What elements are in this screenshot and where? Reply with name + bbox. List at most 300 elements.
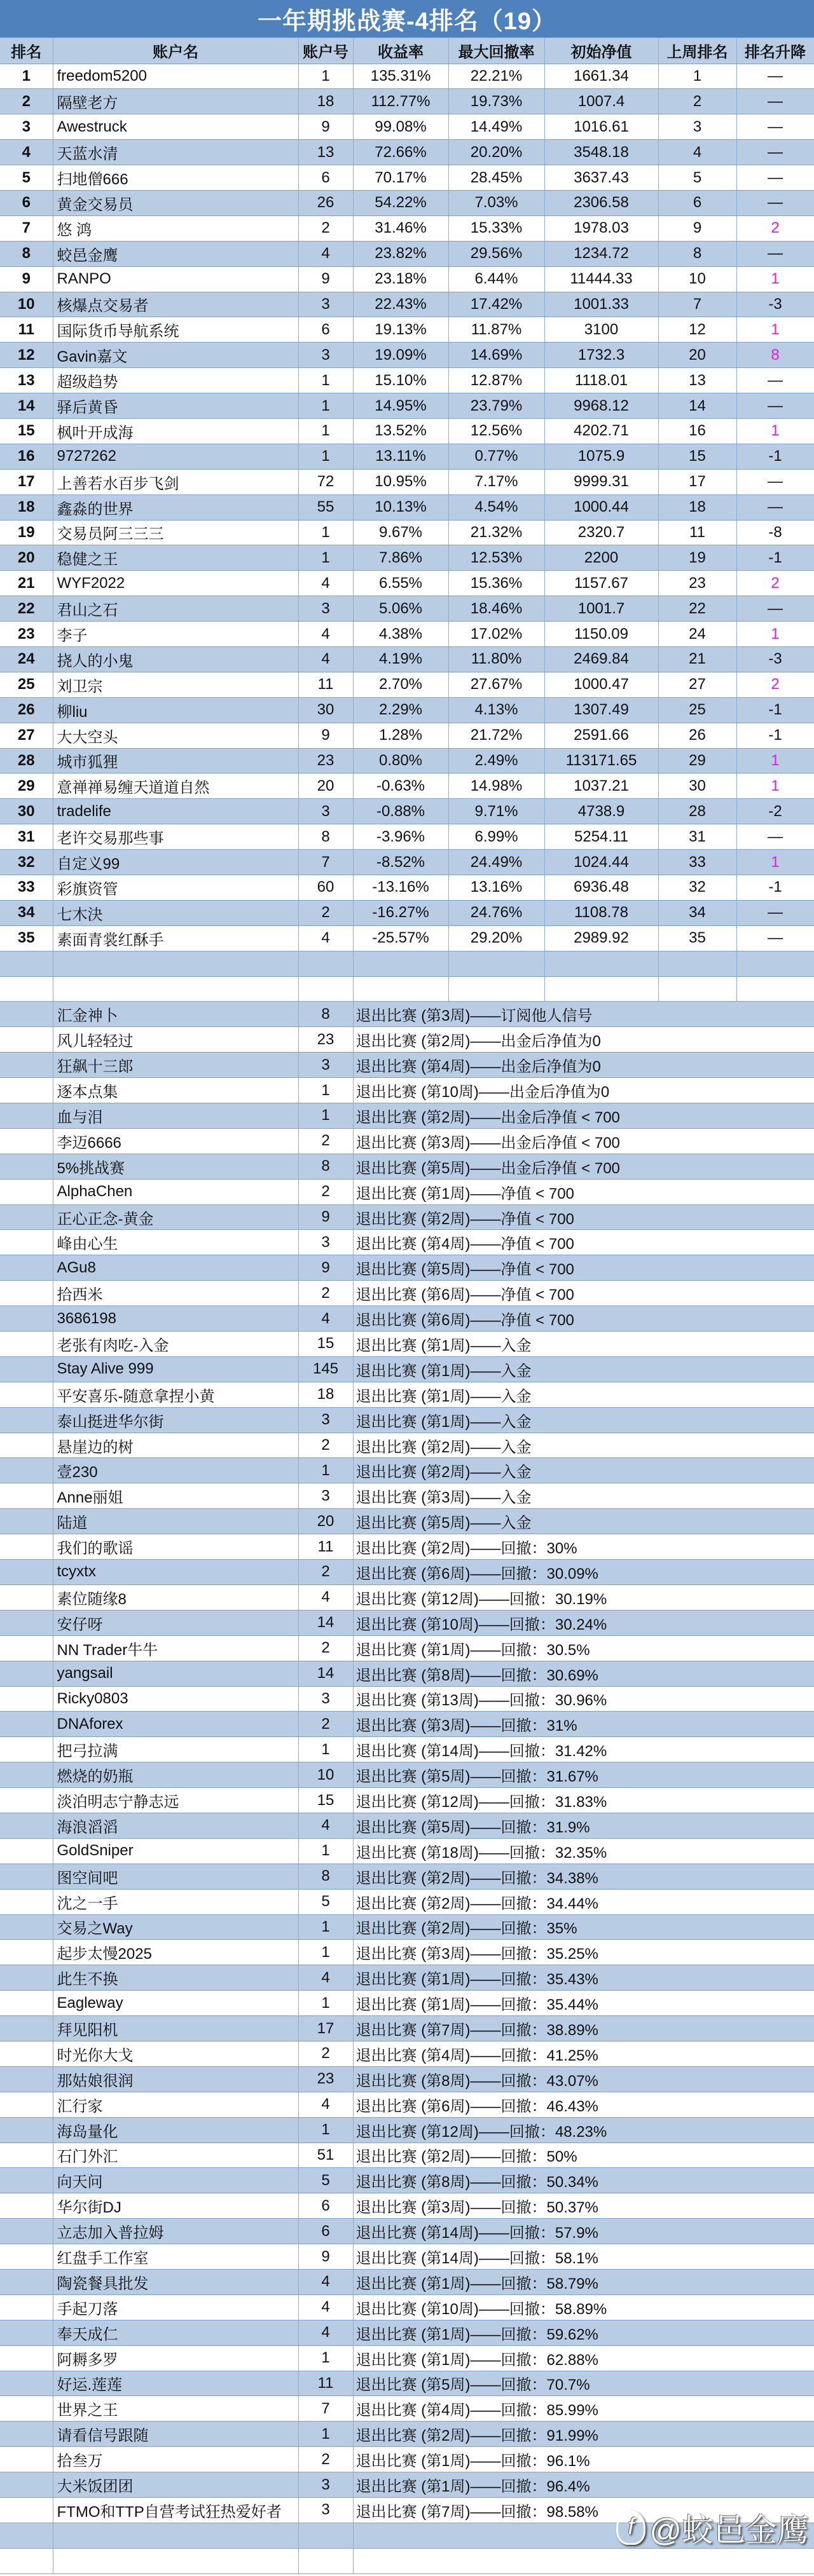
account-name-cell: 拾西米 <box>53 1281 298 1306</box>
return-rate-cell: -3.96% <box>353 824 448 850</box>
max-drawdown-cell: 18.46% <box>448 596 544 622</box>
account-name-cell: 李子 <box>53 622 298 647</box>
exit-reason-cell: 退出比赛 (第1周)——回撤：35.44% <box>353 1991 814 2016</box>
exit-reason-cell: 退出比赛 (第6周)——净值 < 700 <box>353 1281 814 1306</box>
exited-row <box>0 1534 814 1560</box>
account-name-cell: NN Trader牛牛 <box>53 1635 298 1661</box>
account-number-cell: 15 <box>298 1332 353 1357</box>
max-drawdown-cell: 24.49% <box>448 850 544 875</box>
account-name-cell: DNAforex <box>53 1712 298 1737</box>
rank-change-cell: 1 <box>736 773 814 799</box>
exited-row <box>0 1965 814 1991</box>
account-name-cell: 此生不换 <box>53 1965 298 1991</box>
exit-reason-cell: 退出比赛 (第2周)——入金 <box>353 1458 814 1483</box>
exit-reason-cell: 退出比赛 (第1周)——入金 <box>353 1407 814 1433</box>
account-number-cell: 26 <box>298 190 353 215</box>
rank-cell: 15 <box>0 418 53 444</box>
rank-change-cell: 1 <box>736 266 814 292</box>
max-drawdown-cell: 24.76% <box>448 900 544 925</box>
account-number-cell: 2 <box>298 215 353 241</box>
rank-cell <box>0 1991 53 2016</box>
exited-row <box>0 1889 814 1914</box>
rank-cell <box>0 1610 53 1635</box>
initial-equity-cell: 1978.03 <box>544 215 658 241</box>
return-rate-cell: 10.95% <box>353 469 448 494</box>
account-number-cell: 30 <box>298 697 353 723</box>
rank-change-cell: 1 <box>736 418 814 444</box>
header-initial-equity: 初始净值 <box>544 38 658 64</box>
account-number-cell: 1 <box>298 1737 353 1762</box>
rank-cell <box>0 1838 53 1864</box>
rank-cell <box>0 1914 53 1940</box>
account-number-cell: 1 <box>298 444 353 469</box>
account-number-cell: 6 <box>298 2193 353 2219</box>
exit-reason-cell: 退出比赛 (第3周)——入金 <box>353 1483 814 1509</box>
max-drawdown-cell: 14.69% <box>448 343 544 368</box>
account-name-cell: 刘卫宗 <box>53 672 298 697</box>
account-number-cell: 3 <box>298 2498 353 2523</box>
account-number-cell: 1 <box>298 1458 353 1483</box>
account-number-cell: 18 <box>298 1382 353 1407</box>
rank-change-cell: 2 <box>736 571 814 596</box>
exited-row <box>0 1864 814 1889</box>
rank-cell <box>0 1433 53 1458</box>
exited-row <box>0 1509 814 1534</box>
account-name-cell: 素面青裳红酥手 <box>53 925 298 951</box>
last-week-rank-cell: 10 <box>658 266 736 292</box>
rank-change-cell: -3 <box>736 646 814 672</box>
return-rate-cell: 19.13% <box>353 317 448 343</box>
exit-reason-cell: 退出比赛 (第5周)——回撤：70.7% <box>353 2371 814 2396</box>
rank-cell <box>0 1686 53 1712</box>
rank-cell <box>0 1635 53 1661</box>
last-week-rank-cell: 3 <box>658 114 736 140</box>
rank-change-cell: — <box>736 469 814 494</box>
exited-row <box>0 1991 814 2016</box>
table-row <box>0 622 814 647</box>
rank-cell: 6 <box>0 190 53 215</box>
exited-row <box>0 2016 814 2041</box>
exit-reason-cell: 退出比赛 (第2周)——回撤：50% <box>353 2143 814 2168</box>
rank-change-cell: — <box>736 900 814 925</box>
account-number-cell: 2 <box>298 1281 353 1306</box>
empty-cell <box>53 2548 298 2573</box>
exited-row <box>0 1661 814 1686</box>
table-row <box>0 925 814 951</box>
last-week-rank-cell: 29 <box>658 748 736 773</box>
exited-row <box>0 1078 814 1103</box>
initial-equity-cell: 2320.7 <box>544 520 658 545</box>
rank-change-cell: -1 <box>736 723 814 748</box>
account-number-cell: 1 <box>298 1103 353 1129</box>
account-number-cell: 23 <box>298 748 353 773</box>
max-drawdown-cell: 2.49% <box>448 748 544 773</box>
rank-change-cell: — <box>736 824 814 850</box>
account-number-cell: 3 <box>298 1230 353 1255</box>
return-rate-cell: 4.38% <box>353 622 448 647</box>
table-row <box>0 292 814 317</box>
account-number-cell: 1 <box>298 1940 353 1965</box>
exited-row <box>0 1382 814 1407</box>
account-name-cell: 石门外汇 <box>53 2143 298 2168</box>
account-name-cell: 挠人的小鬼 <box>53 646 298 672</box>
table-row <box>0 418 814 444</box>
exited-row <box>0 2447 814 2472</box>
empty-cell <box>298 951 353 976</box>
last-week-rank-cell: 32 <box>658 875 736 901</box>
exited-row <box>0 1230 814 1255</box>
account-number-cell: 4 <box>298 2269 353 2294</box>
account-number-cell: 14 <box>298 1661 353 1686</box>
account-number-cell: 4 <box>298 1306 353 1332</box>
table-row <box>0 215 814 241</box>
table-row <box>0 89 814 114</box>
rank-cell <box>0 1762 53 1788</box>
exited-row <box>0 2168 814 2193</box>
account-name-cell: GoldSniper <box>53 1838 298 1864</box>
exit-reason-cell: 退出比赛 (第2周)——出金后净值为0 <box>353 1027 814 1053</box>
account-name-cell: 鑫淼的世界 <box>53 494 298 520</box>
rank-cell: 23 <box>0 622 53 647</box>
return-rate-cell: 0.80% <box>353 748 448 773</box>
empty-cell <box>353 2548 814 2573</box>
account-name-cell: 图空间吧 <box>53 1864 298 1889</box>
watermark-text: @蛟邑金鹰 <box>649 2512 809 2548</box>
rank-cell <box>0 2269 53 2294</box>
account-number-cell: 5 <box>298 1889 353 1914</box>
account-name-cell: 汇行家 <box>53 2092 298 2117</box>
rank-cell <box>0 2371 53 2396</box>
last-week-rank-cell: 9 <box>658 215 736 241</box>
empty-cell <box>736 976 814 1002</box>
last-week-rank-cell: 5 <box>658 165 736 191</box>
last-week-rank-cell: 25 <box>658 697 736 723</box>
account-name-cell: 稳健之王 <box>53 545 298 571</box>
account-name-cell: 大大空头 <box>53 723 298 748</box>
max-drawdown-cell: 15.33% <box>448 215 544 241</box>
max-drawdown-cell: 7.17% <box>448 469 544 494</box>
exit-reason-cell: 退出比赛 (第3周)——订阅他人信号 <box>353 1002 814 1027</box>
rank-change-cell: 1 <box>736 317 814 343</box>
blank-row <box>0 2548 814 2573</box>
account-number-cell: 6 <box>298 317 353 343</box>
exited-row <box>0 1813 814 1838</box>
account-name-cell: 上善若水百步飞剑 <box>53 469 298 494</box>
account-number-cell: 1 <box>298 2422 353 2447</box>
rank-change-cell: — <box>736 165 814 191</box>
exit-reason-cell: 退出比赛 (第4周)——回撤：85.99% <box>353 2396 814 2422</box>
account-number-cell: 1 <box>298 1078 353 1103</box>
exited-row <box>0 2117 814 2143</box>
return-rate-cell: 23.82% <box>353 241 448 266</box>
account-number-cell: 2 <box>298 1560 353 1585</box>
account-number-cell: 4 <box>298 2092 353 2117</box>
max-drawdown-cell: 12.53% <box>448 545 544 571</box>
empty-cell <box>298 2523 353 2548</box>
table-row <box>0 393 814 419</box>
account-number-cell: 4 <box>298 2320 353 2345</box>
account-name-cell: 悠 鸿 <box>53 215 298 241</box>
exited-row <box>0 1306 814 1332</box>
initial-equity-cell: 1001.33 <box>544 292 658 317</box>
exit-reason-cell: 退出比赛 (第4周)——出金后净值为0 <box>353 1053 814 1078</box>
rank-cell: 34 <box>0 900 53 925</box>
last-week-rank-cell: 30 <box>658 773 736 799</box>
account-name-cell: 自定义99 <box>53 850 298 875</box>
return-rate-cell: 13.52% <box>353 418 448 444</box>
rank-change-cell: — <box>736 925 814 951</box>
account-name-cell: AGu8 <box>53 1255 298 1281</box>
table-row <box>0 850 814 875</box>
exit-reason-cell: 退出比赛 (第6周)——回撤：46.43% <box>353 2092 814 2117</box>
rank-cell: 26 <box>0 697 53 723</box>
empty-cell <box>736 951 814 976</box>
account-name-cell: 悬崖边的树 <box>53 1433 298 1458</box>
table-row <box>0 875 814 901</box>
rank-cell: 27 <box>0 723 53 748</box>
exited-row <box>0 1002 814 1027</box>
account-number-cell: 4 <box>298 571 353 596</box>
initial-equity-cell: 1732.3 <box>544 343 658 368</box>
account-name-cell: 世界之王 <box>53 2396 298 2422</box>
last-week-rank-cell: 31 <box>658 824 736 850</box>
exited-row <box>0 2244 814 2270</box>
account-number-cell: 23 <box>298 2066 353 2092</box>
account-name-cell: freedom5200 <box>53 64 298 89</box>
account-name-cell: 向天问 <box>53 2168 298 2193</box>
max-drawdown-cell: 12.87% <box>448 368 544 393</box>
last-week-rank-cell: 34 <box>658 900 736 925</box>
last-week-rank-cell: 27 <box>658 672 736 697</box>
account-name-cell: WYF2022 <box>53 571 298 596</box>
rank-cell <box>0 2193 53 2219</box>
account-number-cell: 1 <box>298 1914 353 1940</box>
account-number-cell: 2 <box>298 2041 353 2066</box>
initial-equity-cell: 4738.9 <box>544 799 658 824</box>
return-rate-cell: 112.77% <box>353 89 448 114</box>
exited-row <box>0 1053 814 1078</box>
rank-cell <box>0 1179 53 1204</box>
max-drawdown-cell: 27.67% <box>448 672 544 697</box>
account-name-cell: 交易员阿三三三 <box>53 520 298 545</box>
account-name-cell: 老许交易那些事 <box>53 824 298 850</box>
exit-reason-cell: 退出比赛 (第5周)——出金后净值 < 700 <box>353 1154 814 1179</box>
rank-cell <box>0 1128 53 1154</box>
exited-row <box>0 2219 814 2244</box>
account-number-cell: 9 <box>298 1204 353 1230</box>
rank-cell <box>0 2294 53 2320</box>
account-name-cell: 国际货币导航系统 <box>53 317 298 343</box>
return-rate-cell: 22.43% <box>353 292 448 317</box>
rank-cell <box>0 1712 53 1737</box>
return-rate-cell: 9.67% <box>353 520 448 545</box>
account-number-cell: 7 <box>298 2396 353 2422</box>
rank-cell <box>0 2422 53 2447</box>
account-number-cell: 4 <box>298 925 353 951</box>
return-rate-cell: -25.57% <box>353 925 448 951</box>
account-number-cell: 51 <box>298 2143 353 2168</box>
exit-reason-cell: 退出比赛 (第5周)——净值 < 700 <box>353 1255 814 1281</box>
rank-cell <box>0 1332 53 1357</box>
return-rate-cell: -0.63% <box>353 773 448 799</box>
account-number-cell: 8 <box>298 1002 353 1027</box>
initial-equity-cell: 1007.4 <box>544 89 658 114</box>
account-name-cell: 拜见阳机 <box>53 2016 298 2041</box>
last-week-rank-cell: 7 <box>658 292 736 317</box>
account-name-cell: 老张有肉吃-入金 <box>53 1332 298 1357</box>
account-name-cell: 淡泊明志宁静志远 <box>53 1788 298 1813</box>
account-name-cell: RANPO <box>53 266 298 292</box>
exit-reason-cell: 退出比赛 (第5周)——回撤：31.9% <box>353 1813 814 1838</box>
exit-reason-cell: 退出比赛 (第2周)——回撤：30% <box>353 1534 814 1560</box>
rank-cell: 29 <box>0 773 53 799</box>
account-number-cell: 2 <box>298 2447 353 2472</box>
account-number-cell: 18 <box>298 89 353 114</box>
initial-equity-cell: 1001.7 <box>544 596 658 622</box>
exited-row <box>0 1204 814 1230</box>
account-number-cell: 23 <box>298 1027 353 1053</box>
exit-reason-cell: 退出比赛 (第4周)——净值 < 700 <box>353 1230 814 1255</box>
initial-equity-cell: 1118.01 <box>544 368 658 393</box>
rank-change-cell: 1 <box>736 622 814 647</box>
empty-cell <box>53 976 298 1002</box>
max-drawdown-cell: 11.87% <box>448 317 544 343</box>
exited-row <box>0 1154 814 1179</box>
empty-cell <box>353 976 448 1002</box>
account-number-cell: 11 <box>298 1534 353 1560</box>
exited-row <box>0 2294 814 2320</box>
exit-reason-cell: 退出比赛 (第14周)——回撤：31.42% <box>353 1737 814 1762</box>
rank-cell: 5 <box>0 165 53 191</box>
rank-cell: 18 <box>0 494 53 520</box>
max-drawdown-cell: 21.72% <box>448 723 544 748</box>
account-name-cell: 手起刀落 <box>53 2294 298 2320</box>
exited-row <box>0 1635 814 1661</box>
account-number-cell: 1 <box>298 418 353 444</box>
return-rate-cell: 54.22% <box>353 190 448 215</box>
rank-cell <box>0 1154 53 1179</box>
max-drawdown-cell: 11.80% <box>448 646 544 672</box>
max-drawdown-cell: 9.71% <box>448 799 544 824</box>
rank-change-cell: 1 <box>736 850 814 875</box>
exited-row <box>0 2143 814 2168</box>
account-number-cell: 3 <box>298 799 353 824</box>
max-drawdown-cell: 7.03% <box>448 190 544 215</box>
initial-equity-cell: 1307.49 <box>544 697 658 723</box>
rank-cell: 7 <box>0 215 53 241</box>
last-week-rank-cell: 24 <box>658 622 736 647</box>
account-name-cell: 逐本点集 <box>53 1078 298 1103</box>
rank-cell <box>0 1204 53 1230</box>
account-number-cell: 4 <box>298 1584 353 1610</box>
rank-cell <box>0 1078 53 1103</box>
account-name-cell: 请看信号跟随 <box>53 2422 298 2447</box>
account-name-cell: 血与泪 <box>53 1103 298 1129</box>
exit-reason-cell: 退出比赛 (第1周)——净值 < 700 <box>353 1179 814 1204</box>
exit-reason-cell: 退出比赛 (第2周)——净值 < 700 <box>353 1204 814 1230</box>
account-number-cell: 10 <box>298 1762 353 1788</box>
exited-row <box>0 2371 814 2396</box>
rank-cell <box>0 2041 53 2066</box>
account-number-cell: 2 <box>298 1179 353 1204</box>
account-number-cell: 20 <box>298 773 353 799</box>
exited-row <box>0 1560 814 1585</box>
account-name-cell: 大米饭团团 <box>53 2472 298 2498</box>
exited-row <box>0 1027 814 1053</box>
ranking-table <box>0 38 814 2574</box>
last-week-rank-cell: 28 <box>658 799 736 824</box>
account-number-cell: 1 <box>298 64 353 89</box>
exit-reason-cell: 退出比赛 (第6周)——回撤：30.09% <box>353 1560 814 1585</box>
max-drawdown-cell: 17.42% <box>448 292 544 317</box>
exited-row <box>0 1407 814 1433</box>
table-row <box>0 900 814 925</box>
exited-row <box>0 1712 814 1737</box>
exited-row <box>0 2396 814 2422</box>
account-name-cell: 泰山挺进华尔街 <box>53 1407 298 1433</box>
initial-equity-cell: 11444.33 <box>544 266 658 292</box>
return-rate-cell: 2.70% <box>353 672 448 697</box>
exited-row <box>0 2422 814 2447</box>
account-number-cell: 4 <box>298 646 353 672</box>
rank-cell <box>0 2472 53 2498</box>
empty-cell <box>658 951 736 976</box>
initial-equity-cell: 9999.31 <box>544 469 658 494</box>
max-drawdown-cell: 29.56% <box>448 241 544 266</box>
header-account-number: 账户号 <box>298 38 353 64</box>
last-week-rank-cell: 22 <box>658 596 736 622</box>
rank-cell: 9 <box>0 266 53 292</box>
max-drawdown-cell: 22.21% <box>448 64 544 89</box>
account-name-cell: 华尔街DJ <box>53 2193 298 2219</box>
exit-reason-cell: 退出比赛 (第1周)——入金 <box>353 1382 814 1407</box>
rank-cell: 3 <box>0 114 53 140</box>
rank-cell: 13 <box>0 368 53 393</box>
account-name-cell: 拾叁万 <box>53 2447 298 2472</box>
table-row <box>0 596 814 622</box>
return-rate-cell: 2.29% <box>353 697 448 723</box>
rank-cell: 21 <box>0 571 53 596</box>
table-row <box>0 571 814 596</box>
rank-change-cell: 2 <box>736 215 814 241</box>
exit-reason-cell: 退出比赛 (第2周)——回撤：34.44% <box>353 1889 814 1914</box>
account-name-cell: 七木決 <box>53 900 298 925</box>
exit-reason-cell: 退出比赛 (第1周)——回撤：96.4% <box>353 2472 814 2498</box>
empty-cell <box>0 976 53 1002</box>
rank-cell: 4 <box>0 140 53 165</box>
table-row <box>0 165 814 191</box>
account-number-cell: 8 <box>298 1864 353 1889</box>
last-week-rank-cell: 15 <box>658 444 736 469</box>
account-number-cell: 1 <box>298 520 353 545</box>
exit-reason-cell: 退出比赛 (第12周)——回撤：30.19% <box>353 1584 814 1610</box>
header-rank: 排名 <box>0 38 53 64</box>
rank-cell <box>0 1483 53 1509</box>
table-row <box>0 646 814 672</box>
account-number-cell: 1 <box>298 368 353 393</box>
account-number-cell: 20 <box>298 1509 353 1534</box>
account-name-cell: 阿耨多罗 <box>53 2345 298 2371</box>
exited-row <box>0 1686 814 1712</box>
account-number-cell: 2 <box>298 1635 353 1661</box>
account-number-cell: 3 <box>298 1686 353 1712</box>
account-name-cell: 超级趋势 <box>53 368 298 393</box>
account-name-cell: tradelife <box>53 799 298 824</box>
header-last-week-rank: 上周排名 <box>658 38 736 64</box>
account-name-cell: 我们的歌谣 <box>53 1534 298 1560</box>
max-drawdown-cell: 12.56% <box>448 418 544 444</box>
account-name-cell: 红盘手工作室 <box>53 2244 298 2270</box>
